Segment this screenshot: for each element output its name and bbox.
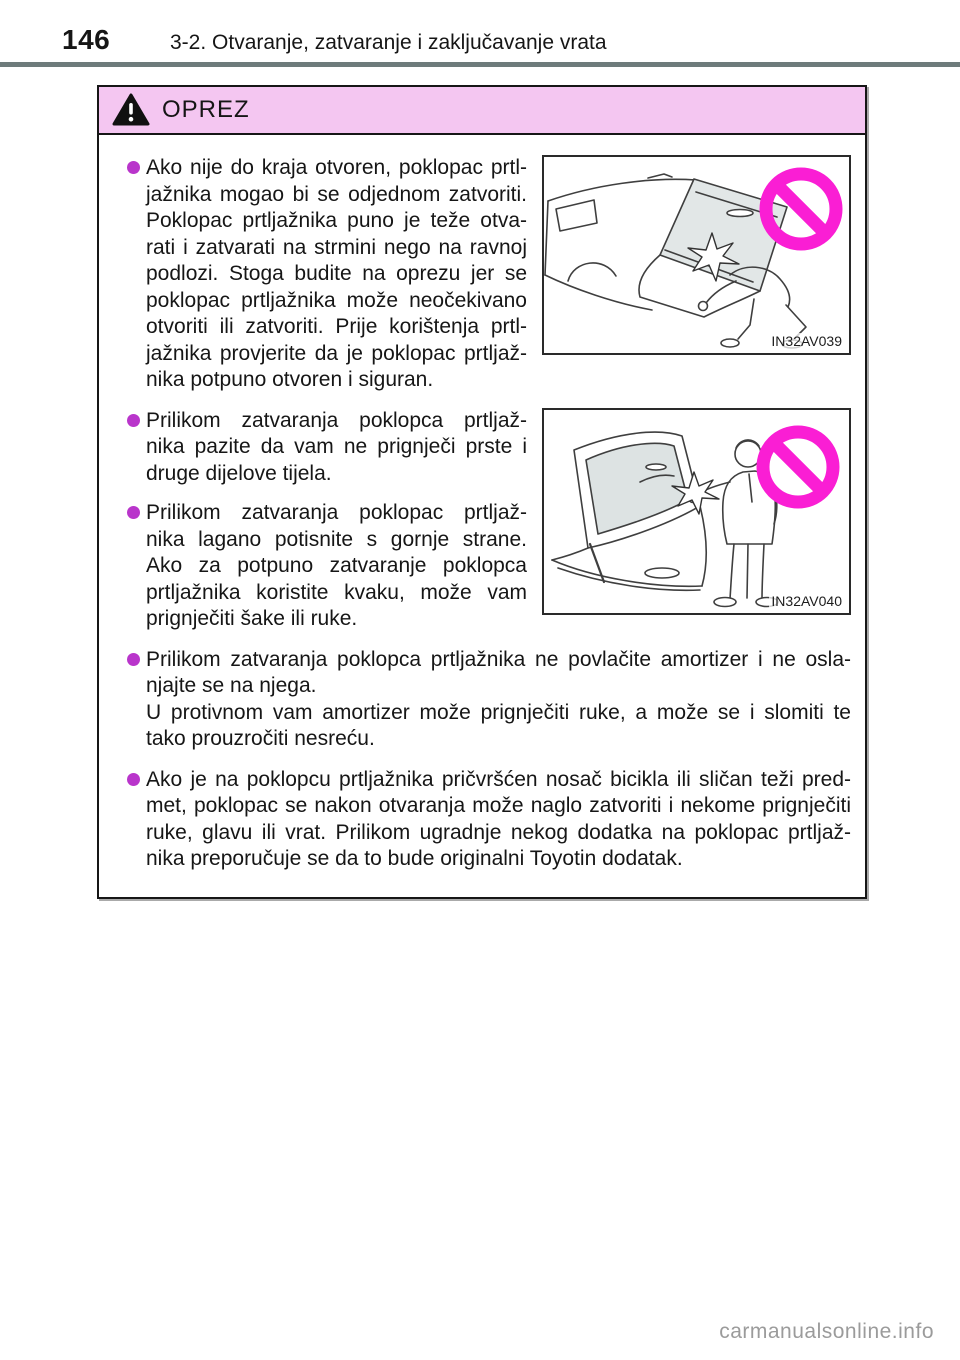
header-divider: [0, 62, 960, 67]
text-line: Ako nije do kraja otvoren, poklopac prtl-: [146, 156, 527, 179]
caution-item-text: [146, 647, 851, 753]
text-line: otvoriti ili zatvoriti. Prije korištenja prtl-: [146, 315, 527, 338]
warning-triangle-icon: [112, 93, 150, 127]
figure-label: IN32AV040: [771, 592, 842, 609]
car-liftgate-closing-art: [545, 174, 787, 317]
figure-IN32AV040: [542, 408, 851, 615]
text-line: tako prouzročiti nesreću.: [146, 727, 375, 750]
caution-header: [99, 87, 865, 135]
caution-title: OPREZ: [162, 96, 250, 123]
caution-row: [127, 155, 851, 394]
figure-label: IN32AV039: [771, 333, 842, 349]
caution-text-column: [127, 647, 851, 753]
text-line: jažnika provjerite da je poklopac prtljaž-: [146, 341, 527, 365]
page-number: 146: [62, 24, 111, 55]
text-line: rati i zatvarati na strmini nego na ravnoj: [146, 235, 527, 259]
bullet-dot-icon: [127, 161, 140, 174]
text-line: prtljažnika koristite kvaku, može vam: [146, 580, 527, 604]
caution-text-column: [127, 408, 527, 633]
text-line: nika potpuno otvoren i siguran.: [146, 368, 434, 391]
caution-text-column: [127, 767, 851, 873]
caution-row: [127, 647, 851, 753]
text-line: poklopac prtljažnika može neočekivano: [146, 288, 527, 312]
caution-item: [127, 767, 851, 873]
text-line: Ako je na poklopcu prtljažnika pričvršćen nosač bicikla ili sličan teži pred-: [146, 767, 851, 791]
caution-row: [127, 767, 851, 873]
caution-row: [127, 408, 851, 633]
caution-item: [127, 500, 527, 633]
text-line: ruke, glavu ili vrat. Prilikom ugradnje nekog dodatka na poklopac prtljaž-: [146, 820, 851, 844]
text-line: nika pazite da vam ne prignječi prste i: [146, 435, 527, 458]
text-line: druge dijelove tijela.: [146, 461, 332, 485]
text-line: prignječiti šake ili ruke.: [146, 607, 358, 630]
caution-item: [127, 155, 527, 394]
text-line: Prilikom zatvaranja poklopca prtljažnika ne povlačite amortizer i ne osla-: [146, 647, 851, 671]
caution-item-text: [146, 500, 527, 633]
caution-item-text: [146, 408, 527, 488]
caution-box: [97, 85, 867, 899]
caution-text-column: [127, 155, 527, 394]
text-line: jažnika mogao bi se odjednom zatvoriti.: [146, 182, 527, 206]
caution-item-text: [146, 767, 851, 873]
caution-body: [99, 135, 865, 897]
text-line: nika preporučuje se da to bude originalni Toyotin dodatak.: [146, 847, 683, 870]
text-line: met, poklopac se nakon otvaranja može naglo zatvoriti i nekome prignječiti: [146, 794, 851, 817]
text-line: Prilikom zatvaranja poklopca prtljaž-: [146, 408, 527, 432]
bullet-dot-icon: [127, 414, 140, 427]
no-entry-icon: [763, 432, 833, 502]
caution-item: [127, 408, 527, 488]
car-liftgate-open-art: [552, 432, 706, 590]
figure-IN32AV039: [542, 155, 851, 355]
bullet-dot-icon: [127, 506, 140, 519]
text-line: podlozi. Stoga budite na oprezu jer se: [146, 262, 527, 285]
text-line: Prilikom zatvaranja poklopac prtljaž-: [146, 501, 527, 524]
chapter-title: 3-2. Otvaranje, zatvaranje i zaključavanje vrata: [170, 31, 607, 54]
bullet-dot-icon: [127, 653, 140, 666]
text-line: nika lagano potisnite s gornje strane.: [146, 527, 527, 551]
text-line: njajte se na njega.: [146, 674, 317, 697]
watermark: carmanualsonline.info: [719, 1320, 934, 1343]
text-line: U protivnom vam amortizer može prignječiti ruke, a može se i slomiti te: [146, 700, 851, 724]
caution-item: [127, 647, 851, 753]
bullet-dot-icon: [127, 773, 140, 786]
caution-item-text: [146, 155, 527, 394]
text-line: Poklopac prtljažnika puno je teže otva-: [146, 209, 527, 232]
text-line: Ako za potpuno zatvaranje poklopca: [146, 554, 527, 577]
